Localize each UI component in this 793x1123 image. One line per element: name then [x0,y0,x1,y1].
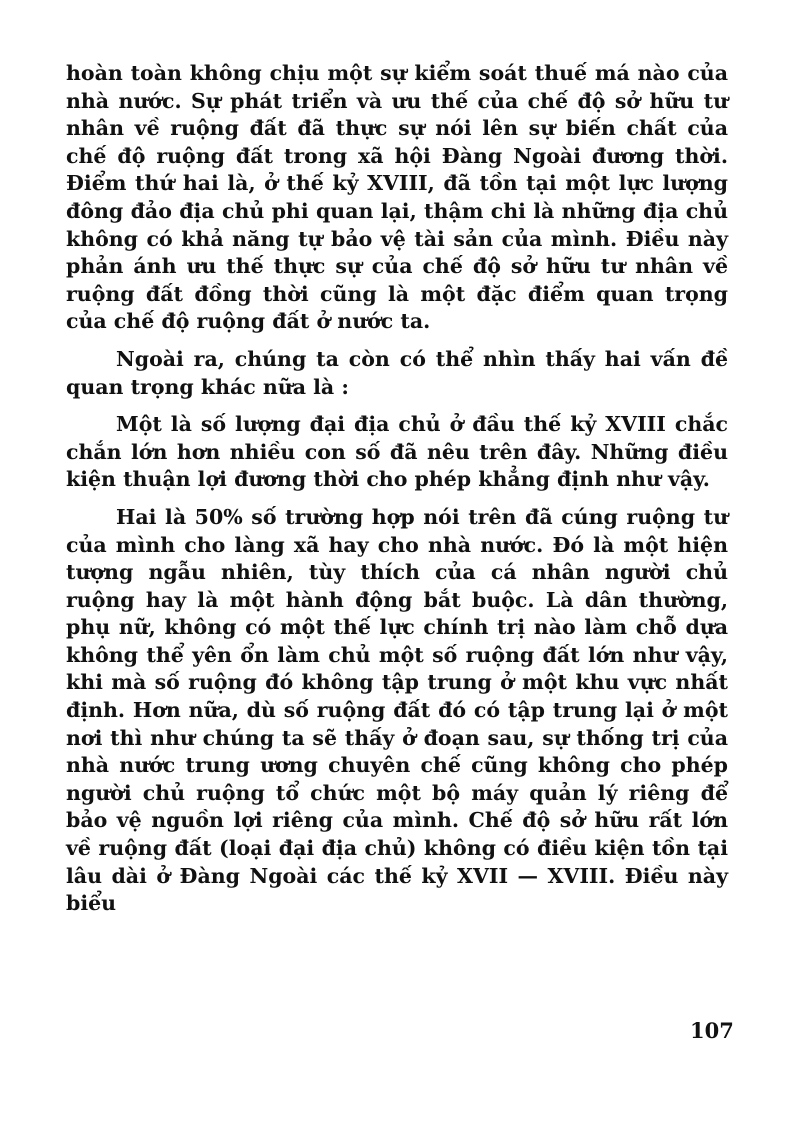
paragraph-2: Ngoài ra, chúng ta còn có thể nhìn thấy hai vấn đề quan trọng khác nữa là : [66,346,728,399]
paragraph-1: hoàn toàn không chịu một sự kiểm soát thuế má nào của nhà nước. Sự phát triển và ưu thế của chế độ sở hữu tư nhân về ruộng đất đã thực sự nói lên sự biến chất của chế độ ruộng đất trong xã hội Đàng Ngoài đương thời. Điểm thứ hai là, ở thế kỷ XVIII, đã tồn tại một lực lượng đông đảo địa chủ phi quan lại, thậm chi là những địa chủ không có khả năng tự bảo vệ tài sản của mình. Điều này phản ánh ưu thế thực sự của chế độ sở hữu tư nhân về ruộng đất đồng thời cũng là một đặc điểm quan trọng của chế độ ruộng đất ở nước ta. [66,61,728,334]
page-text-body [66,60,728,918]
paragraph-3: Một là số lượng đại địa chủ ở đầu thế kỷ XVIII chắc chắn lớn hơn nhiều con số đã nêu trên đây. Những điều kiện thuận lợi đương thời cho phép khẳng định như vậy. [66,412,728,492]
paragraph-4: Hai là 50% số trường hợp nói trên đã cúng ruộng tư của mình cho làng xã hay cho nhà nước. Đó là một hiện tượng ngẫu nhiên, tùy thích của cá nhân người chủ ruộng hay là một hành động bắt buộc. Là dân thường, phụ nữ, không có một thế lực chính trị nào làm chỗ dựa không thể yên ổn làm chủ một số ruộng đất lớn như vậy, khi mà số ruộng đó không tập trung ở một khu vực nhất định. Hơn nữa, dù số ruộng đất đó có tập trung lại ở một nơi thì như chúng ta sẽ thấy ở đoạn sau, sự thống trị của nhà nước trung ương chuyên chế cũng không cho phép người chủ ruộng tổ chức một bộ máy quản lý riêng để bảo vệ nguồn lợi riêng của mình. Chế độ sở hữu rất lớn về ruộng đất (loại đại địa chủ) không có điều kiện tồn tại lâu dài ở Đàng Ngoài các thế kỷ XVII — XVIII. Điều này biểu [66,504,728,916]
page-number: 107 [690,1018,734,1043]
